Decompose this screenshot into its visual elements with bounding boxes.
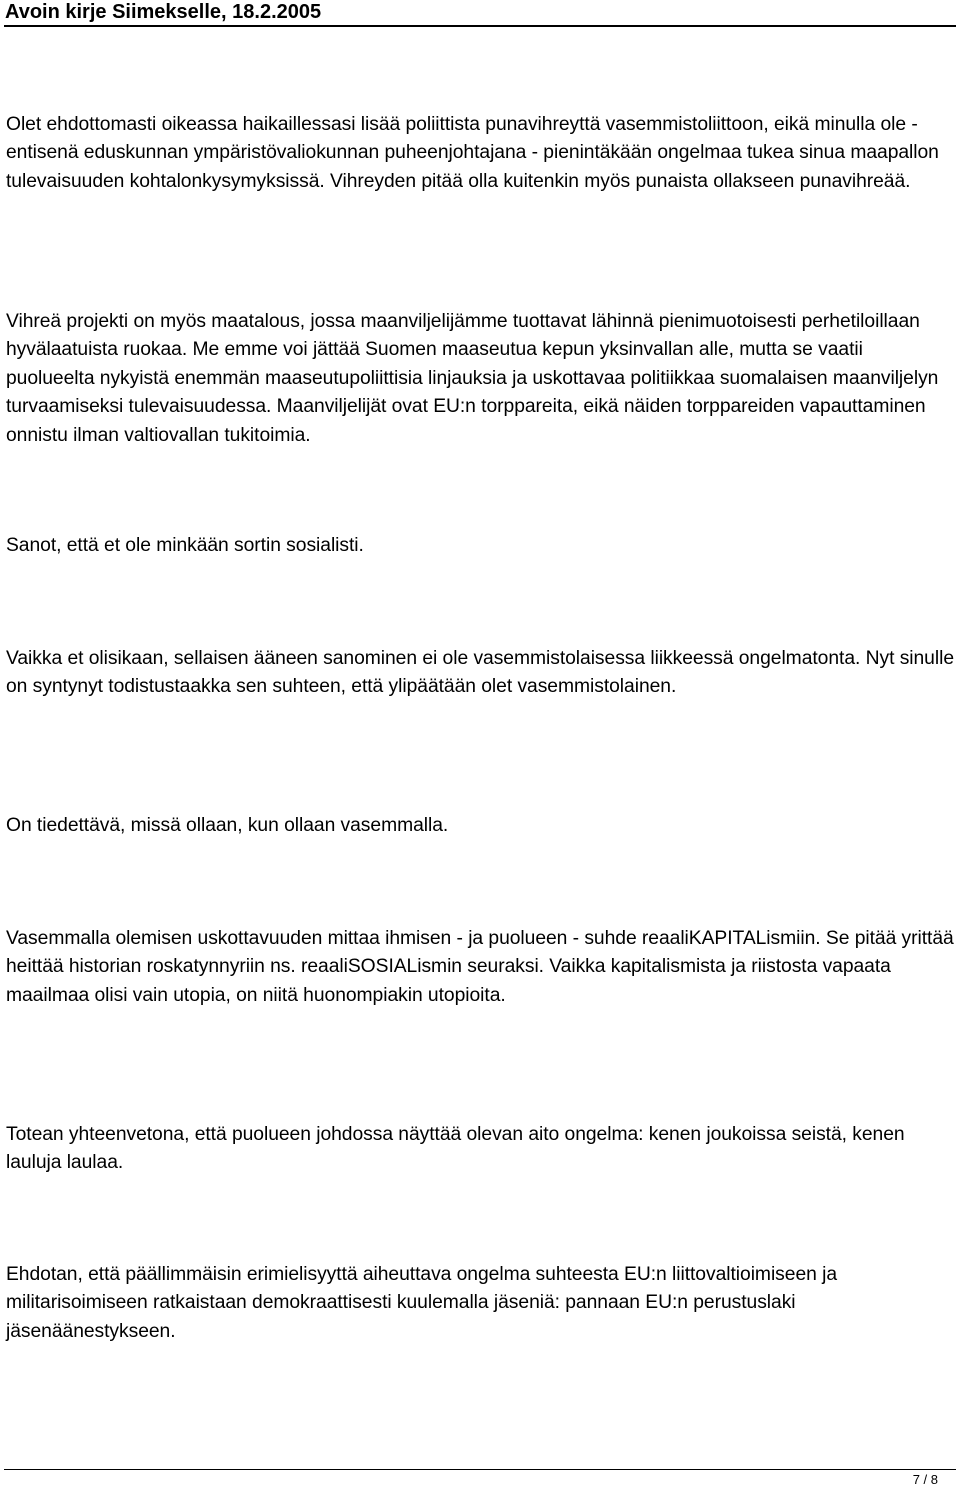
footer-divider (4, 1469, 956, 1470)
paragraph-5: On tiedettävä, missä ollaan, kun ollaan vasemmalla. (6, 815, 449, 836)
paragraph-7: Totean yhteenvetona, että puolueen johdossa näyttää olevan aito ongelma: kenen joukoissa seistä, kenen lauluja laulaa. (6, 1124, 905, 1174)
document-title: Avoin kirje Siimekselle, 18.2.2005 (5, 1, 322, 23)
paragraph-1: Olet ehdottomasti oikeassa haikaillessasi lisää poliittista punavihreyttä vasemmistoliittoon, eikä minulla ole - entisenä eduskunnan ympäristövaliokunnan puheenjohtajana - pienintäkään ongelmaa tukea sinua maapallon tulevaisuuden kohtalonkysymyksissä. Vihreyden pitää olla kuitenkin myös punaista ollakseen punavihreää. (6, 114, 939, 192)
paragraph-3: Sanot, että et ole minkään sortin sosialisti. (6, 535, 364, 556)
paragraph-6: Vasemmalla olemisen uskottavuuden mittaa ihmisen - ja puolueen - suhde reaaliKAPITALismiin. Se pitää yrittää heittää historian roskatynnyriin ns. reaaliSOSIALismin seuraksi. Vaikka kapitalismista ja riistosta vapaata maailmaa olisi vain utopia, on niitä huonompiakin utopioita. (6, 928, 954, 1006)
paragraph-2: Vihreä projekti on myös maatalous, jossa maanviljelijämme tuottavat lähinnä pienimuotoisesti perhetiloillaan hyvälaatuista ruokaa. Me emme voi jättää Suomen maaseutua kepun yksinvallan alle, mutta se vaatii puolueelta nykyistä enemmän maaseutupoliittisia linjauksia ja uskottavaa politiikkaa suomalaisen maanviljelyn turvaamiseksi tulevaisuudessa. Maanviljelijät ovat EU:n torppareita, eikä näiden torppareiden vapauttaminen onnistu ilman valtiovallan tukitoimia. (6, 311, 939, 446)
header-divider (4, 25, 956, 27)
paragraph-8: Ehdotan, että päällimmäisin erimielisyyttä aiheuttava ongelma suhteesta EU:n liittovaltioimiseen ja militarisoimiseen ratkaistaan demokraattisesti kuulemalla jäseniä: pannaan EU:n perustuslaki jäsenäänestykseen. (6, 1264, 837, 1342)
page-number: 7 / 8 (912, 1472, 938, 1487)
page-header (0, 0, 960, 28)
paragraph-4: Vaikka et olisikaan, sellaisen ääneen sanominen ei ole vasemmistolaisessa liikkeessä ongelmatonta. Nyt sinulle on syntynyt todistustaakka sen suhteen, että ylipäätään olet vasemmistolainen. (6, 648, 954, 698)
